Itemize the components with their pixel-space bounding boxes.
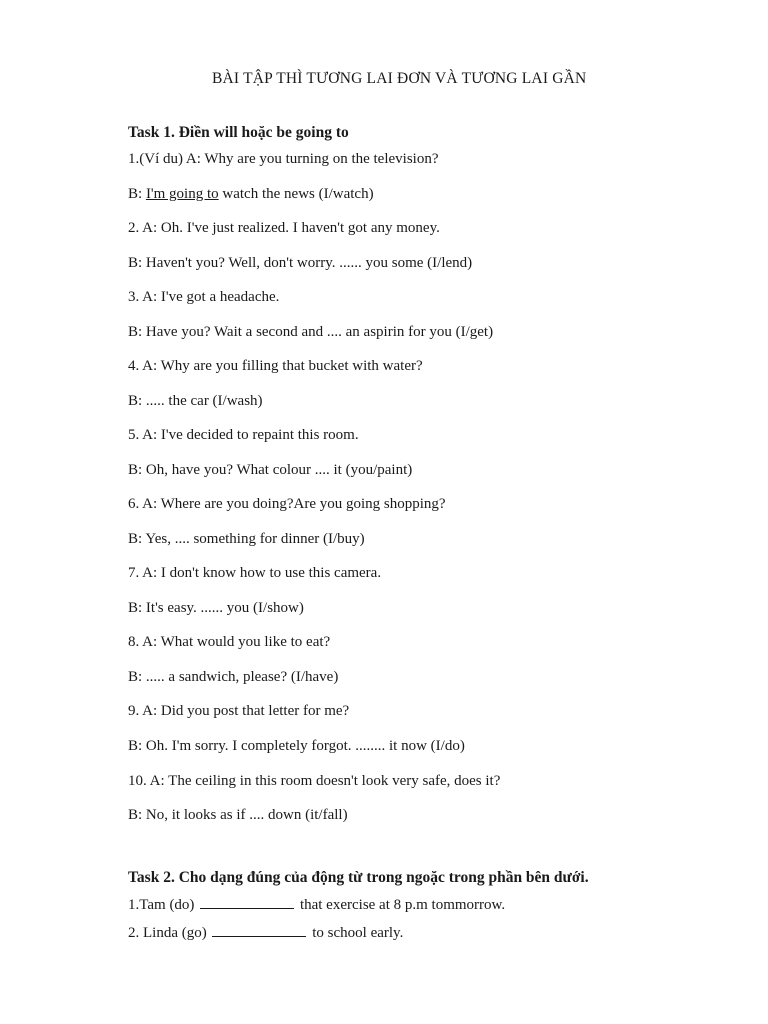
task1-line: B: No, it looks as if .... down (it/fall) [128,807,348,823]
task1-line: B: ..... the car (I/wash) [128,393,263,409]
task1-line: 8. A: What would you like to eat? [128,634,331,650]
task2-item-1 [128,896,505,914]
example-answer-prefix: B: [128,186,146,202]
task2-item-2-suffix: to school early. [308,925,404,941]
task2-item-1-suffix: that exercise at 8 p.m tommorrow. [296,897,506,913]
example-answer-suffix: watch the news (I/watch) [218,186,374,202]
task2-item-2 [128,924,403,942]
task2-item-1-prefix: 1.Tam (do) [128,897,199,913]
task1-line: 2. A: Oh. I've just realized. I haven't got any money. [128,220,440,236]
task1-line: B: It's easy. ...... you (I/show) [128,600,304,616]
task2-heading: Task 2. Cho dạng đúng của động từ trong ngoặc trong phần bên dưới. [128,869,589,886]
example-answer-underlined: I'm going to [145,186,219,202]
answer-blank [200,896,294,909]
task1-line: B: Have you? Wait a second and .... an aspirin for you (I/get) [128,324,494,340]
task1-line: B: Haven't you? Well, don't worry. ...... you some (I/lend) [128,255,473,271]
answer-blank [212,924,306,937]
task1-line: B: ..... a sandwich, please? (I/have) [128,669,339,685]
page-title: BÀI TẬP THÌ TƯƠNG LAI ĐƠN VÀ TƯƠNG LAI GẦN [212,70,587,87]
task1-line: 3. A: I've got a headache. [128,289,280,305]
task1-example-question: 1.(Ví du) A: Why are you turning on the television? [128,151,439,167]
task1-line: B: Oh. I'm sorry. I completely forgot. ........ it now (I/do) [128,738,465,754]
task1-heading: Task 1. Điền will hoặc be going to [128,124,349,141]
task1-line: 5. A: I've decided to repaint this room. [128,427,359,443]
task1-line: B: Yes, .... something for dinner (I/buy) [128,531,365,547]
task1-line: 10. A: The ceiling in this room doesn't look very safe, does it? [128,773,501,789]
task1-line: B: Oh, have you? What colour .... it (you/paint) [128,462,413,478]
task1-line: 6. A: Where are you doing?Are you going shopping? [128,496,446,512]
task1-example-answer [128,186,374,203]
task2-item-2-prefix: 2. Linda (go) [128,925,211,941]
task1-line: 9. A: Did you post that letter for me? [128,703,350,719]
task1-line: 4. A: Why are you filling that bucket with water? [128,358,423,374]
task1-line: 7. A: I don't know how to use this camera. [128,565,382,581]
